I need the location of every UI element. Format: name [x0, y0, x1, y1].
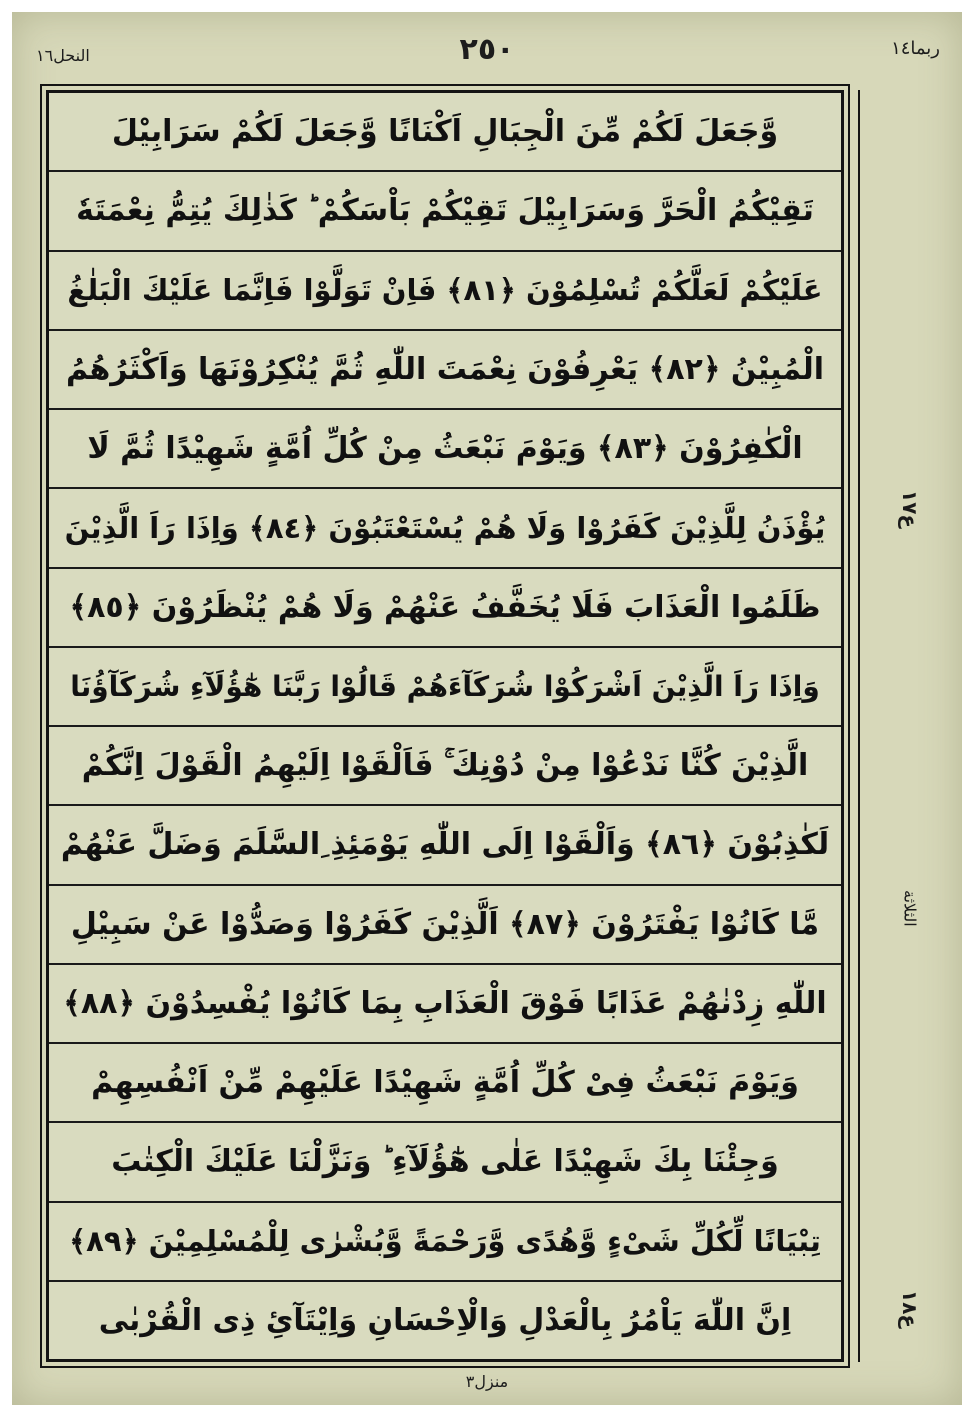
mushaf-page: [12, 12, 962, 1405]
manzil-label: منزل٣: [465, 1372, 509, 1391]
verse-line: الَّذِيْنَ كُنَّا نَدْعُوْا مِنْ دُوْنِكَ ۚ فَاَلْقَوْا اِلَيْهِمُ الْقَوْلَ اِنَّكُمْ: [49, 727, 841, 806]
verse-lines: [49, 93, 841, 1359]
verse-line: الْمُبِيْنُ ﴿٨٢﴾ يَعْرِفُوْنَ نِعْمَتَ اللّٰهِ ثُمَّ يُنْكِرُوْنَهَا وَاَكْثَرُهُمُ: [49, 331, 841, 410]
verse-line: وَجِئْنَا بِكَ شَهِيْدًا عَلٰى هٰٓؤُلَآءِ ؕ وَنَزَّلْنَا عَلَيْكَ الْكِتٰبَ: [49, 1123, 841, 1202]
verse-line: تَقِيْكُمُ الْحَرَّ وَسَرَابِيْلَ تَقِيْكُمْ بَاْسَكُمْ ؕ كَذٰلِكَ يُتِمُّ نِعْمَتَهٗ: [49, 172, 841, 251]
verse-line: وَّجَعَلَ لَكُمْ مِّنَ الْجِبَالِ اَكْنَانًا وَّجَعَلَ لَكُمْ سَرَابِيْلَ: [49, 93, 841, 172]
verse-line: ظَلَمُوا الْعَذَابَ فَلَا يُخَفَّفُ عَنْهُمْ وَلَا هُمْ يُنْظَرُوْنَ ﴿٨٥﴾: [49, 569, 841, 648]
verse-line: مَّا كَانُوْا يَفْتَرُوْنَ ﴿٨٧﴾ اَلَّذِيْنَ كَفَرُوْا وَصَدُّوْا عَنْ سَبِيْلِ: [49, 886, 841, 965]
verse-line: اللّٰهِ زِدْنٰهُمْ عَذَابًا فَوْقَ الْعَذَابِ بِمَا كَانُوْا يُفْسِدُوْنَ ﴿٨٨﴾: [49, 965, 841, 1044]
verse-line: لَكٰذِبُوْنَ ﴿٨٦﴾ وَاَلْقَوْا اِلَى اللّٰهِ يَوْمَئِذِ ِالسَّلَمَ وَضَلَّ عَنْهُمْ: [49, 806, 841, 885]
ruku-mark: ع١٧: [898, 490, 922, 529]
ruku-mark: ع١٨: [898, 1290, 922, 1329]
juz-label: ربما١٤: [891, 38, 940, 59]
surah-label: النحل١٦: [36, 46, 90, 65]
margin-column: [858, 90, 960, 1362]
verse-line: وَيَوْمَ نَبْعَثُ فِىْ كُلِّ اُمَّةٍ شَهِيْدًا عَلَيْهِمْ مِّنْ اَنْفُسِهِمْ: [49, 1044, 841, 1123]
verse-line: عَلَيْكُمْ لَعَلَّكُمْ تُسْلِمُوْنَ ﴿٨١﴾ فَاِنْ تَوَلَّوْا فَاِنَّمَا عَلَيْكَ الْبَلٰغُ: [49, 252, 841, 331]
verse-line: اِنَّ اللّٰهَ يَاْمُرُ بِالْعَدْلِ وَالْاِحْسَانِ وَاِيْتَآئِ ذِى الْقُرْبٰى: [98, 1302, 792, 1338]
verse-line: الْكٰفِرُوْنَ ﴿٨٣﴾ وَيَوْمَ نَبْعَثُ مِنْ كُلِّ اُمَّةٍ شَهِيْدًا ثُمَّ لَا: [49, 410, 841, 489]
verse-line: تِبْيَانًا لِّكُلِّ شَىْءٍ وَّهُدًى وَّرَحْمَةً وَّبُشْرٰى لِلْمُسْلِمِيْنَ ﴿٨٩﴾: [49, 1203, 841, 1282]
text-frame: [46, 90, 844, 1362]
verse-line: وَاِذَا رَاَ الَّذِيْنَ اَشْرَكُوْا شُرَكَآءَهُمْ قَالُوْا رَبَّنَا هٰٓؤُلَآءِ شُرَكَآؤُنَا: [49, 648, 841, 727]
page-number: ٢٥٠: [459, 32, 515, 67]
verse-line: يُؤْذَنُ لِلَّذِيْنَ كَفَرُوْا وَلَا هُمْ يُسْتَعْتَبُوْنَ ﴿٨٤﴾ وَاِذَا رَاَ الَّذِيْنَ: [49, 489, 841, 568]
quarter-mark: الثلاثة: [900, 890, 920, 927]
